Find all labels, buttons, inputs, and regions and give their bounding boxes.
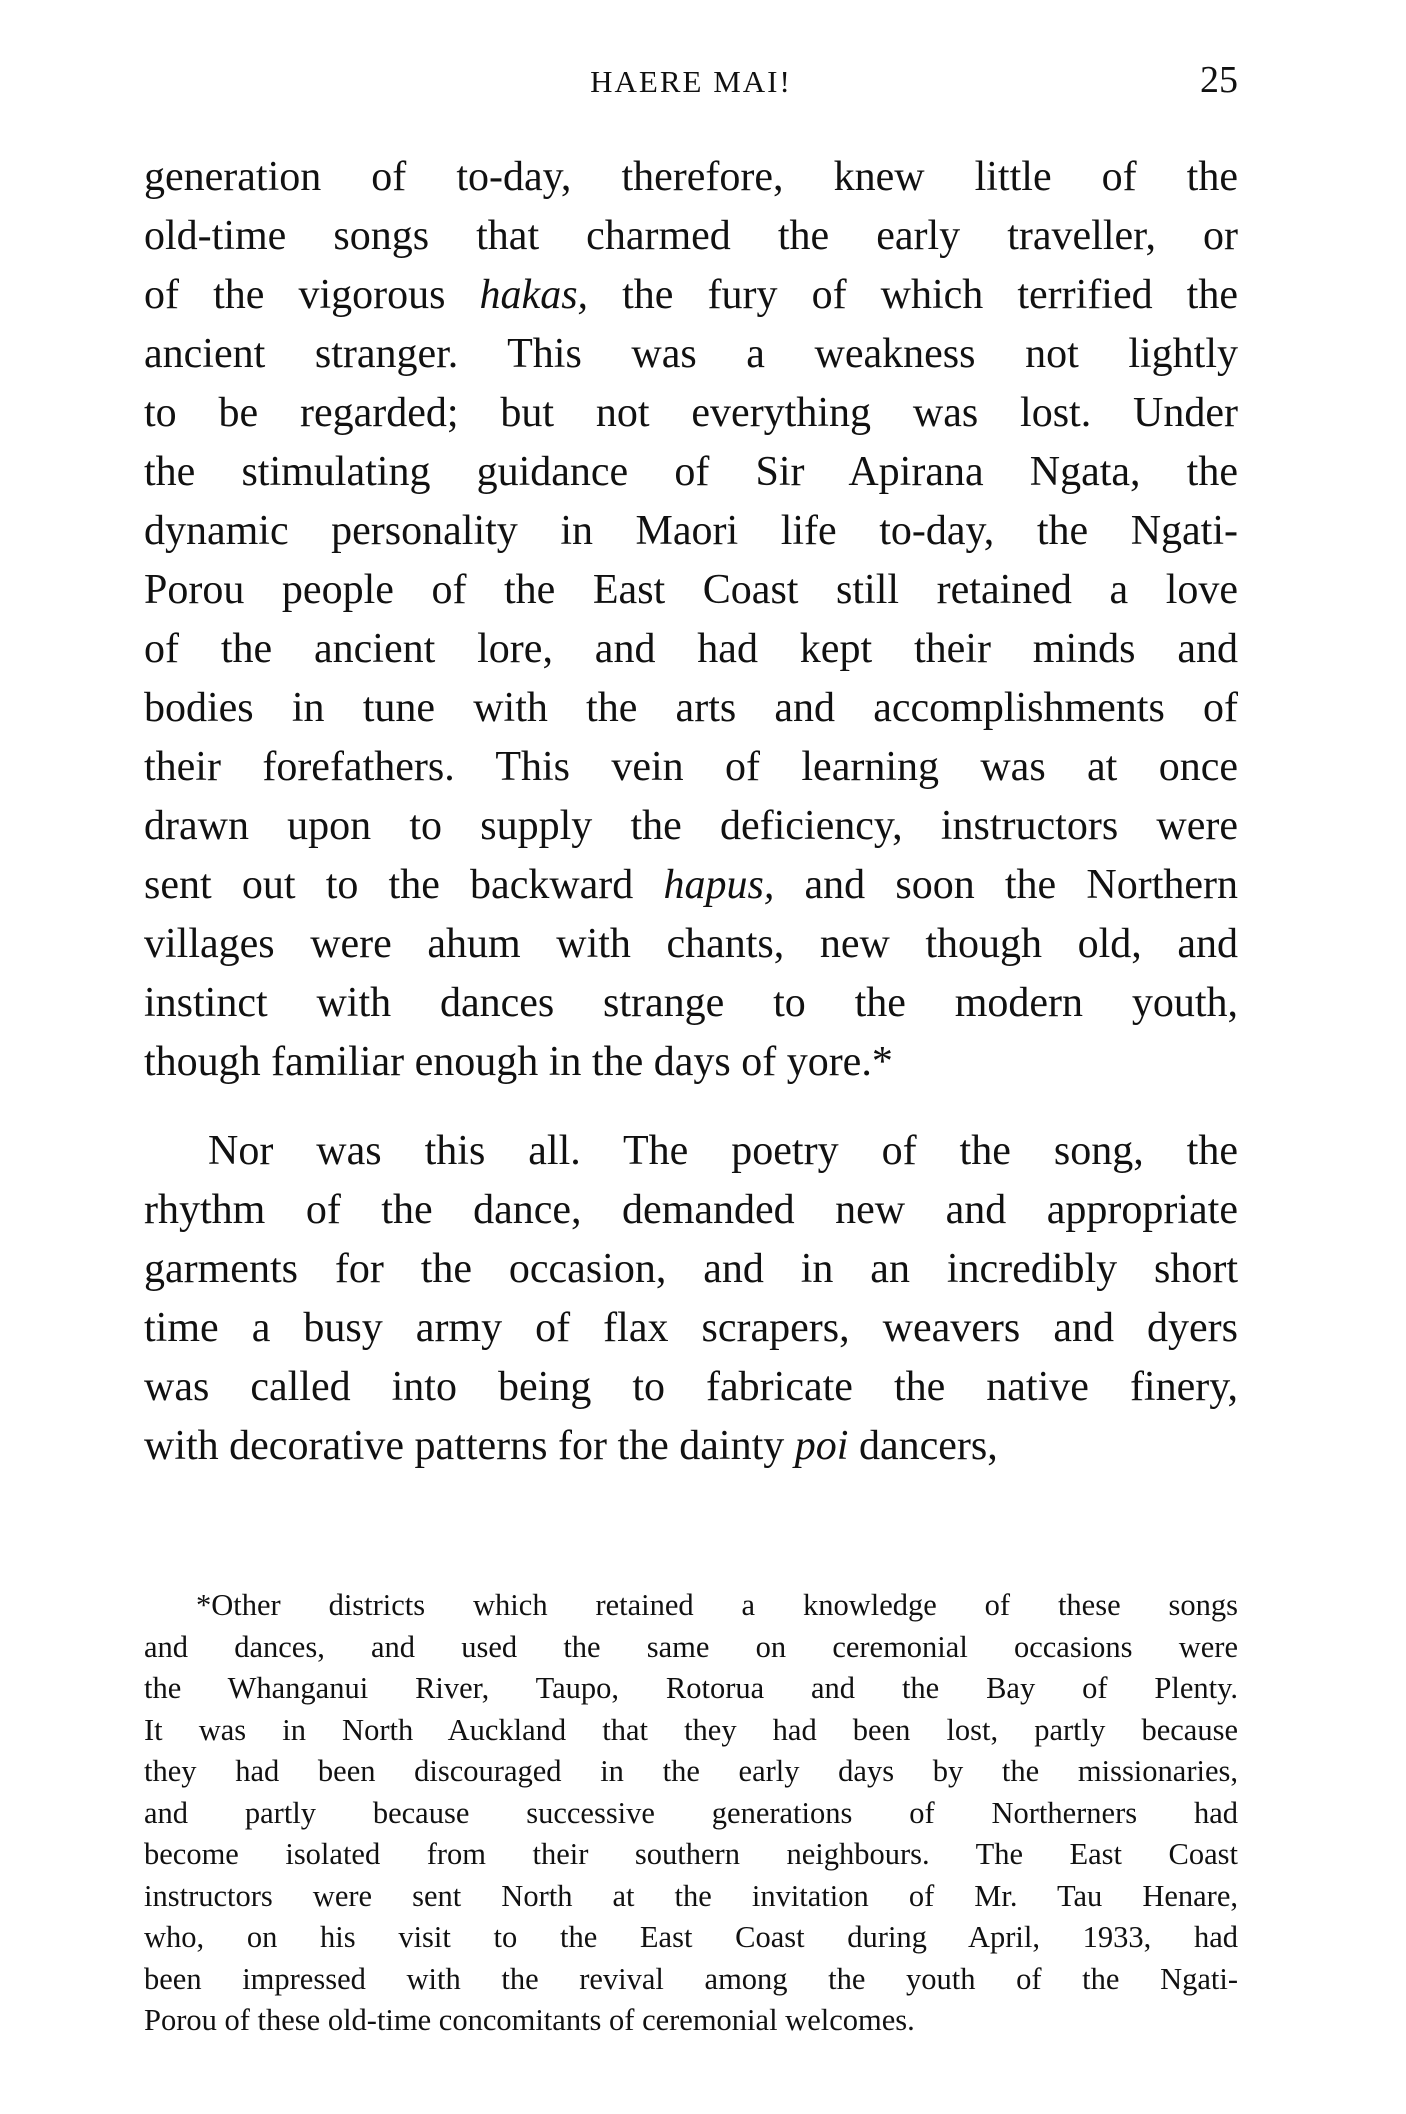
- text-line: generation of to-day, therefore, knew little of the: [144, 154, 1238, 200]
- text-line: of the vigorous hakas, the fury of which terrified the: [144, 272, 1238, 318]
- text-line: instructors were sent North at the invitation of Mr. Tau Henare,: [144, 1878, 1238, 1913]
- text-line: *Other districts which retained a knowledge of these songs: [196, 1588, 1238, 1622]
- running-title: HAERE MAI!: [590, 64, 792, 99]
- italic-word: hapus,: [663, 862, 775, 908]
- text-line: the stimulating guidance of Sir Apirana Ngata, the: [144, 449, 1238, 495]
- text-line: who, on his visit to the East Coast during April, 1933, had: [144, 1920, 1238, 1954]
- text-line: Porou people of the East Coast still retained a love: [144, 567, 1238, 613]
- text-line: to be regarded; but not everything was lost. Under: [144, 390, 1238, 436]
- text-line: villages were ahum with chants, new though old, and: [144, 921, 1238, 967]
- paragraph-2: [144, 1122, 1238, 1476]
- text-line: their forefathers. This vein of learning was at once: [144, 744, 1238, 790]
- text-line: Porou of these old-time concomitants of ceremonial welcomes.: [144, 2003, 915, 2037]
- text-line: old-time songs that charmed the early traveller, or: [144, 213, 1238, 259]
- text-line: though familiar enough in the days of yore.*: [144, 1039, 893, 1085]
- text-line: become isolated from their southern neighbours. The East Coast: [144, 1837, 1238, 1871]
- text-line: and dances, and used the same on ceremonial occasions were: [144, 1629, 1238, 1664]
- text-line: with decorative patterns for the dainty poi dancers,: [144, 1423, 998, 1469]
- text-line: sent out to the backward hapus, and soon the Northern: [144, 862, 1238, 908]
- italic-word: poi: [794, 1423, 849, 1469]
- text-line: instinct with dances strange to the modern youth,: [144, 980, 1238, 1026]
- text-line: of the ancient lore, and had kept their minds and: [144, 626, 1238, 672]
- text-line: been impressed with the revival among the youth of the Ngati-: [144, 1961, 1238, 1996]
- paragraph-1: [144, 148, 1238, 1092]
- text-line: It was in North Auckland that they had been lost, partly because: [144, 1712, 1238, 1747]
- text-line: bodies in tune with the arts and accomplishments of: [144, 685, 1238, 731]
- footnote: [144, 1585, 1238, 2042]
- text-line: drawn upon to supply the deficiency, instructors were: [144, 803, 1238, 849]
- text-line: the Whanganui River, Taupo, Rotorua and the Bay of Plenty.: [144, 1671, 1238, 1705]
- page-number: 25: [1200, 59, 1238, 101]
- text-line: and partly because successive generations of Northerners had: [144, 1795, 1238, 1830]
- paragraph-gap: [144, 1092, 1238, 1122]
- text-line: was called into being to fabricate the native finery,: [144, 1364, 1238, 1410]
- text-line: dynamic personality in Maori life to-day, the Ngati-: [144, 508, 1238, 554]
- text-line: ancient stranger. This was a weakness not lightly: [144, 331, 1238, 377]
- text-line: time a busy army of flax scrapers, weavers and dyers: [144, 1305, 1238, 1351]
- text-line: Nor was this all. The poetry of the song, the: [208, 1128, 1238, 1174]
- text-line: rhythm of the dance, demanded new and appropriate: [144, 1187, 1238, 1233]
- body-text: [144, 148, 1238, 1476]
- running-head: [144, 58, 1238, 108]
- text-line: garments for the occasion, and in an incredibly short: [144, 1246, 1238, 1292]
- italic-word: hakas,: [479, 272, 589, 318]
- text-line: they had been discouraged in the early days by the missionaries,: [144, 1754, 1238, 1788]
